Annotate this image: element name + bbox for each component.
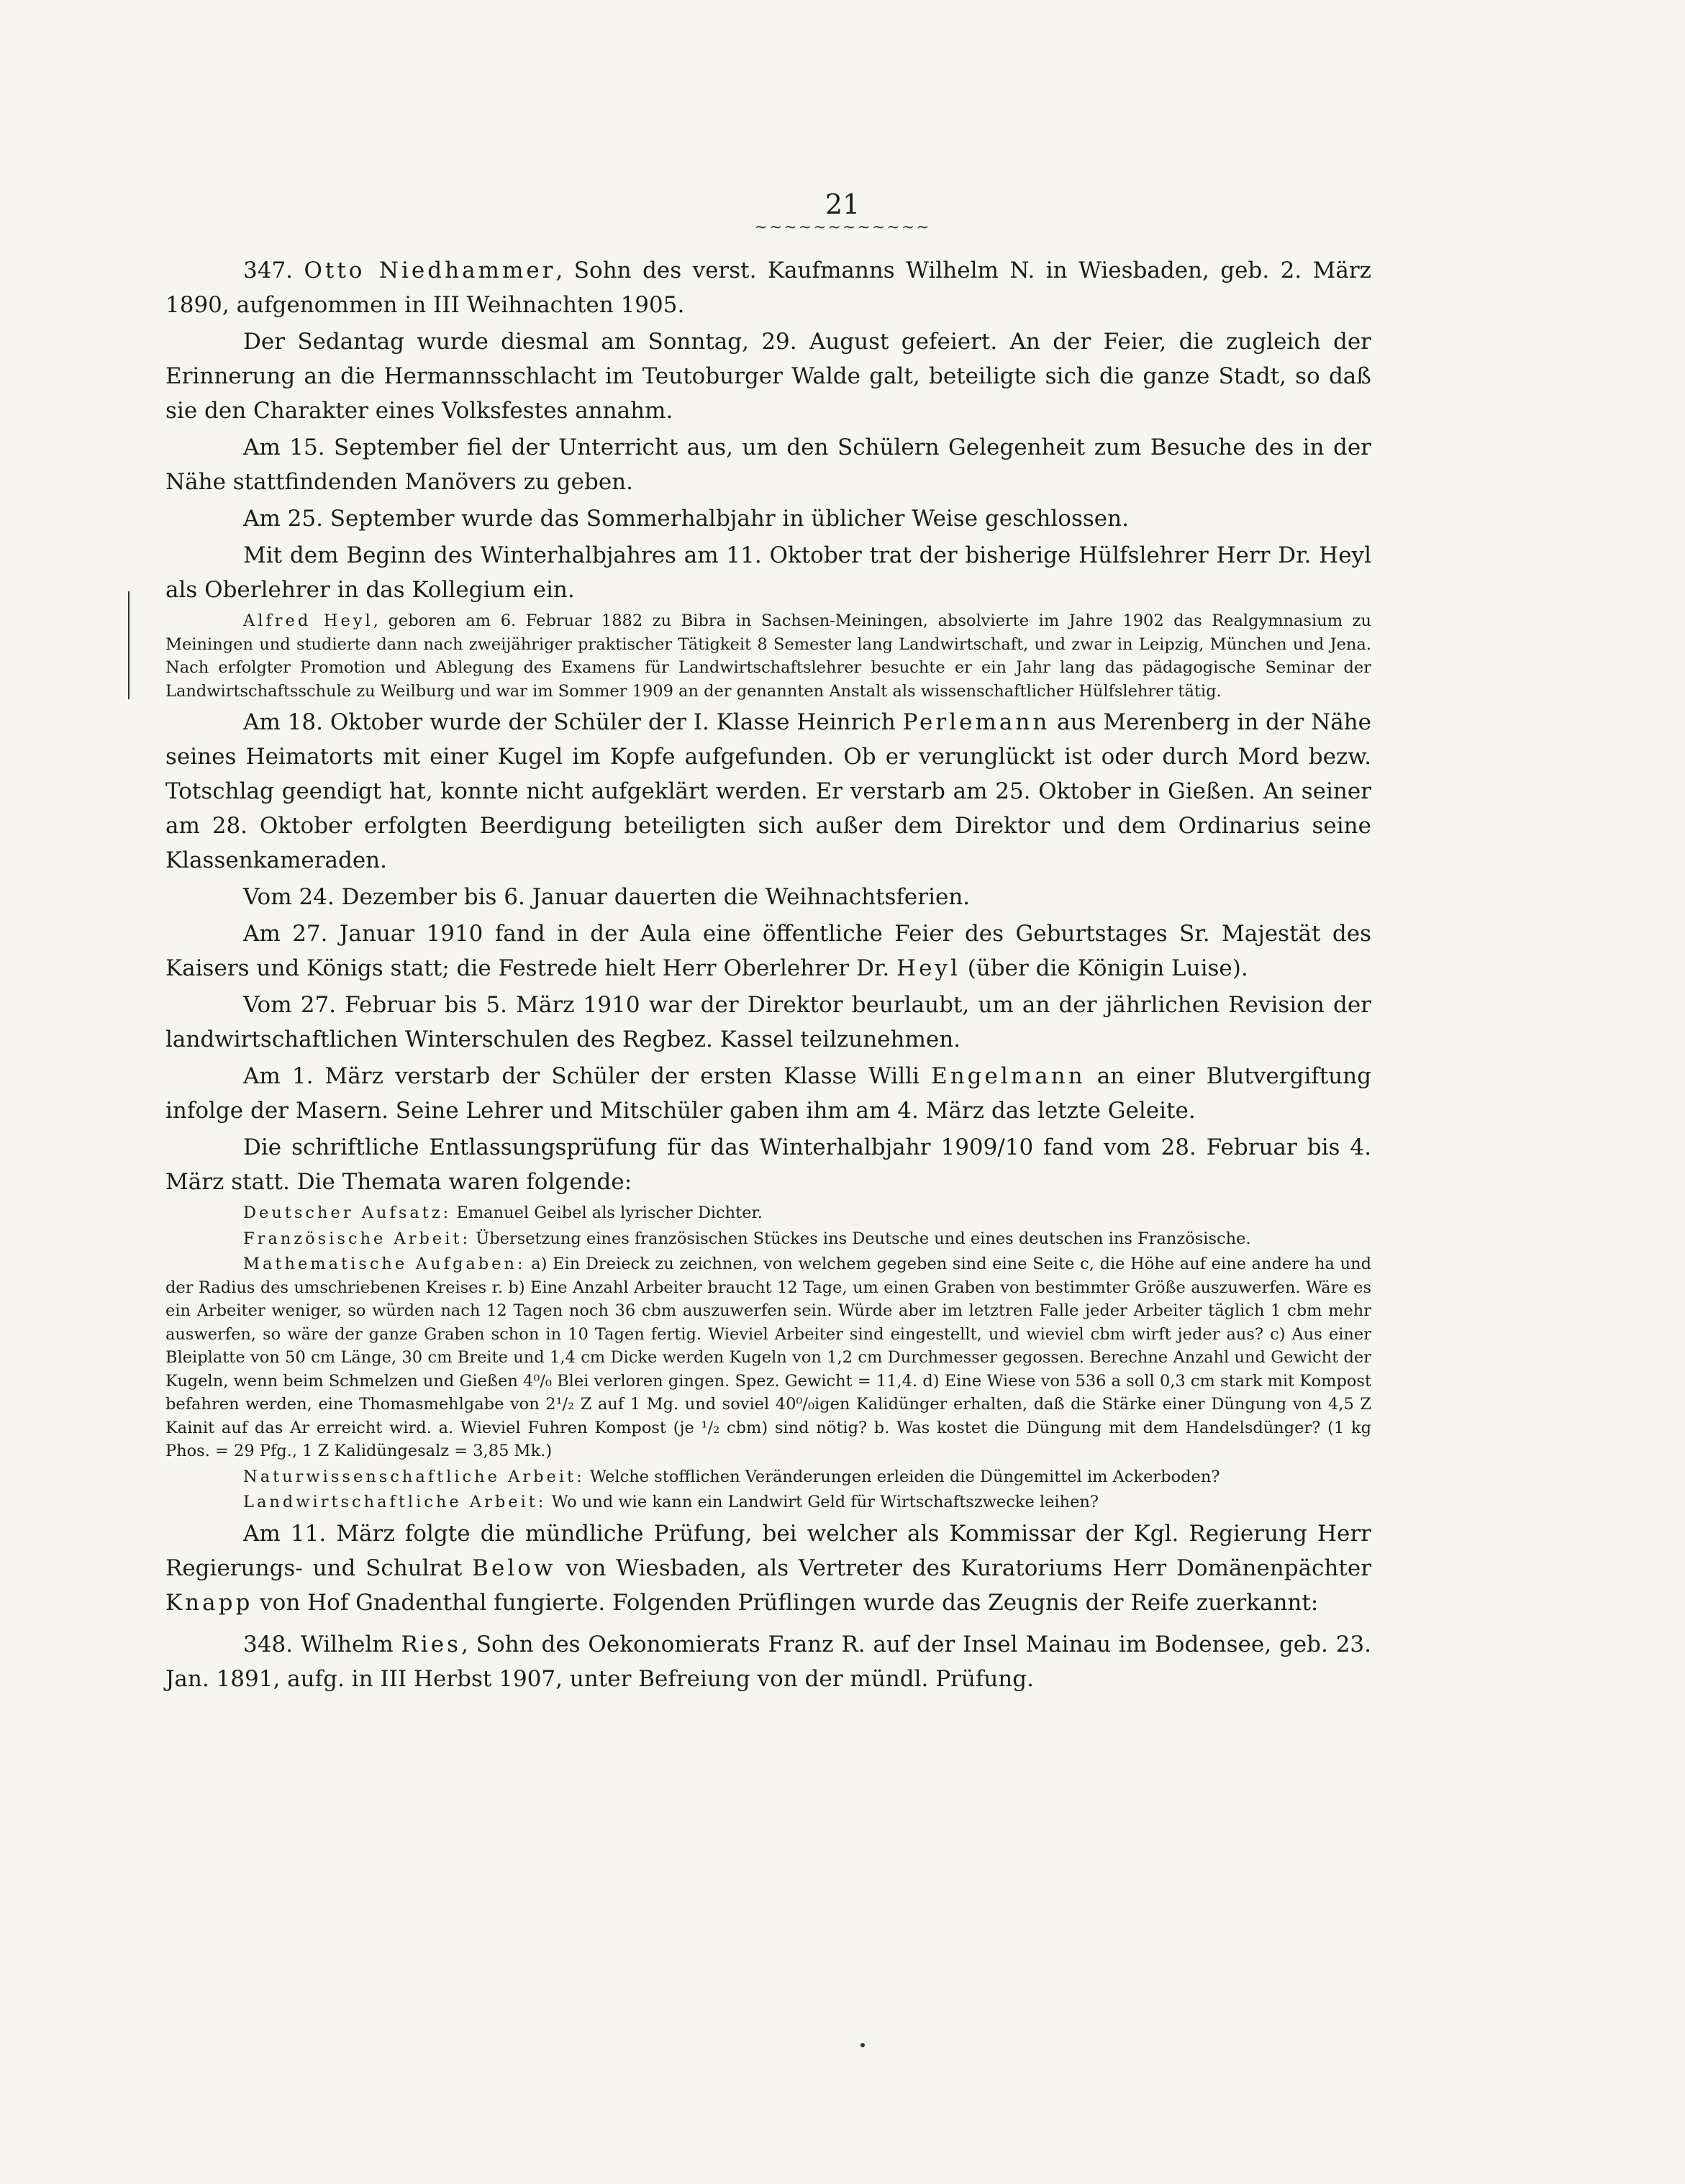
paragraph-text: , Sohn des verst. Kaufmanns Wilhelm N. in Wiesbaden, geb. 2. März 1890, aufgenommen in III Weihnachten 1905. [165, 258, 1371, 318]
paragraph-p16 [165, 1465, 1371, 1489]
spaced-name-text: Deutscher Aufsatz: [243, 1204, 452, 1222]
paragraph-p9 [165, 916, 1371, 986]
spaced-name-text: Below [472, 1555, 556, 1581]
paragraph-p11 [165, 1059, 1371, 1128]
paragraph-p13 [165, 1201, 1371, 1225]
ornament-rule: ~~~~~~~~~~~~ [754, 219, 931, 237]
spaced-name-text: Engelmann [931, 1063, 1086, 1089]
paragraph-text: , geboren am 6. Februar 1882 zu Bibra in Sachsen-Meiningen, absolvierte im Jahre 1902 das Realgymnasium zu Meiningen und studierte dann nach zweijähriger praktischer Tätigkeit 8 Semester lang Landwirtschaft, und zwar in Leipzig, München und Jena. Nach erfolgter Promotion und Ablegung des Examens für Landwirtschaftslehrer besuchte er ein Jahr lang das pädagogische Seminar der Landwirtschaftsschule zu Weilburg und war im Sommer 1909 an der genannten Anstalt als wissenschaftlicher Hülfslehrer tätig. [165, 611, 1372, 701]
paragraph-p18 [165, 1516, 1371, 1620]
spaced-name-text: Heyl [896, 955, 960, 981]
paragraph-text: Die schriftliche Entlassungsprüfung für das Winterhalbjahr 1909/10 fand vom 28. Februar bis 4. März statt. Die Themata waren folgende: [165, 1134, 1371, 1195]
paragraph-p12 [165, 1130, 1371, 1199]
paragraph-p19 [165, 1627, 1371, 1696]
paragraph-text: Wo und wie kann ein Landwirt Geld für Wirtschaftszwecke leihen? [546, 1493, 1099, 1511]
paragraph-text: Am 15. September fiel der Unterricht aus, um den Schülern Gelegenheit zum Besuche des in der Nähe stattfindenden Manövers zu geben. [165, 434, 1371, 495]
paragraph-text: Übersetzung eines französischen Stückes ins Deutsche und eines deutschen ins Französische. [471, 1229, 1251, 1248]
paragraph-text: Am 18. Oktober wurde der Schüler der I. Klasse Heinrich [243, 709, 903, 735]
spaced-name-text: Alfred Heyl [243, 611, 373, 630]
paragraph-p8 [165, 880, 1371, 914]
paragraph-p15 [165, 1252, 1371, 1463]
paragraph-text: Emanuel Geibel als lyrischer Dichter. [451, 1204, 763, 1222]
paragraph-p7 [165, 705, 1371, 878]
paragraph-p3 [165, 430, 1371, 499]
paragraph-text: an einer Blutvergiftung infolge der Masern. Seine Lehrer und Mitschüler gaben ihm am 4. März das letzte Geleite. [165, 1063, 1371, 1124]
paragraph-text: 347. [243, 258, 304, 283]
paragraph-text: Vom 24. Dezember bis 6. Januar dauerten die Weihnachtsferien. [243, 884, 971, 910]
paragraph-p17 [165, 1491, 1371, 1514]
spaced-name-text: Knapp [165, 1589, 253, 1616]
paragraph-text: von Hof Gnadenthal fungierte. Folgenden Prüflingen wurde das Zeugnis der Reife zuerkannt: [253, 1589, 1319, 1616]
paragraph-p14 [165, 1227, 1371, 1251]
spaced-name-text: Otto Niedhammer [304, 258, 556, 283]
margin-line [128, 591, 130, 699]
paragraph-text: Am 1. März verstarb der Schüler der ersten Klasse Willi [243, 1063, 932, 1089]
spaced-name-text: Ries [401, 1631, 462, 1657]
paragraph-text: Vom 27. Februar bis 5. März 1910 war der Direktor beurlaubt, um an der jährlichen Revision der landwirtschaftlichen Winterschulen des Regbez. Kassel teilzunehmen. [165, 992, 1371, 1052]
paragraph-text: a) Ein Dreieck zu zeichnen, von welchem gegeben sind eine Seite c, die Höhe auf eine andere ha und der Radius des umschriebenen Kreises r. b) Eine Anzahl Arbeiter braucht 12 Tage, um einen Graben von bestimmter Größe auszuwerfen. Wäre es ein Arbeiter weniger, so würden nach 12 Tagen noch 36 cbm auszuwerfen sein. Würde aber im letztren Falle jeder Arbeiter täglich 1 cbm mehr auswerfen, so wäre der ganze Graben schon in 10 Tagen fertig. Wieviel Arbeiter sind eingestellt, und wieviel cbm wirft jeder aus? c) Aus einer Bleiplatte von 50 cm Länge, 30 cm Breite und 1,4 cm Dicke werden Kugeln von 1,2 cm Durchmesser gegossen. Berechne Anzahl und Gewicht der Kugeln, wenn beim Schmelzen und Gießen 4⁰/₀ Blei verloren gingen. Spez. Gewicht = 11,4. d) Eine Wiese von 536 a soll 0,3 cm stark mit Kompost befahren werden, eine Thomasmehlgabe von 2¹/₂ Z auf 1 Mg. und soviel 40⁰/₀igen Kalidünger erhalten, daß die Stärke einer Düngung von 4,5 Z Kainit auf das Ar erreicht wird. a. Wieviel Fuhren Kompost (je ¹/₂ cbm) sind nötig? b. Was kostet die Düngung mit dem Handelsdünger? (1 kg Phos. = 29 Pfg., 1 Z Kalidüngesalz = 3,85 Mk.) [165, 1255, 1371, 1460]
paragraph-text: (über die Königin Luise). [960, 955, 1248, 981]
paragraph-p2 [165, 324, 1371, 428]
paragraph-text: aus Merenberg in der Nähe seines Heimatorts mit einer Kugel im Kopfe aufgefunden. Ob er verunglückt ist oder durch Mord bezw. Totschlag geendigt hat, konnte nicht aufgeklärt werden. Er verstarb am 25. Oktober in Gießen. An seiner am 28. Oktober erfolgten Beerdigung beteiligten sich außer dem Direktor und dem Ordinarius seine Klassenkameraden. [165, 709, 1371, 873]
paragraph-text: Am 11. März folgte die mündliche Prüfung, bei welcher als Kommissar der Kgl. Regierung Herr Regierungs- und Schulrat [165, 1520, 1371, 1581]
paragraph-p6 [165, 609, 1371, 703]
paragraph-text: Am 27. Januar 1910 fand in der Aula eine öffentliche Feier des Geburtstages Sr. Majestät des Kaisers und Königs statt; die Festrede hielt Herr Oberlehrer Dr. [165, 921, 1371, 981]
spaced-name-text: Mathematische Aufgaben: [243, 1255, 526, 1273]
paragraph-p4 [165, 501, 1371, 536]
paragraph-text: , Sohn des Oekonomierats Franz R. auf der Insel Mainau im Bodensee, geb. 23. Jan. 1891, aufg. in III Herbst 1907, unter Befreiung von der mündl. Prüfung. [165, 1631, 1371, 1692]
paragraph-text: Welche stofflichen Veränderungen erleiden die Düngemittel im Ackerboden? [584, 1467, 1220, 1486]
ink-dot [860, 2043, 865, 2047]
page-number: 21 [825, 188, 860, 220]
spaced-name-text: Französische Arbeit: [243, 1229, 471, 1248]
paragraph-p5 [165, 538, 1371, 607]
page-body [165, 253, 1371, 1698]
paragraph-p1 [165, 253, 1371, 322]
spaced-name-text: Landwirtschaftliche Arbeit: [243, 1493, 547, 1511]
paragraph-text: 348. Wilhelm [243, 1631, 401, 1657]
paragraph-text: Am 25. September wurde das Sommerhalbjahr in üblicher Weise geschlossen. [243, 506, 1129, 532]
spaced-name-text: Perlemann [902, 709, 1050, 735]
spaced-name-text: Naturwissenschaftliche Arbeit: [243, 1467, 585, 1486]
paragraph-text: Der Sedantag wurde diesmal am Sonntag, 29. August gefeiert. An der Feier, die zugleich der Erinnerung an die Hermannsschlacht im Teutoburger Walde galt, beteiligte sich die ganze Stadt, so daß sie den Charakter eines Volksfestes annahm. [165, 329, 1371, 424]
paragraph-p10 [165, 988, 1371, 1057]
paragraph-text: Mit dem Beginn des Winterhalbjahres am 11. Oktober trat der bisherige Hülfslehrer Herr Dr. Heyl als Oberlehrer in das Kollegium ein. [165, 542, 1371, 603]
paragraph-text: von Wiesbaden, als Vertreter des Kuratoriums Herr Domänenpächter [555, 1555, 1372, 1581]
